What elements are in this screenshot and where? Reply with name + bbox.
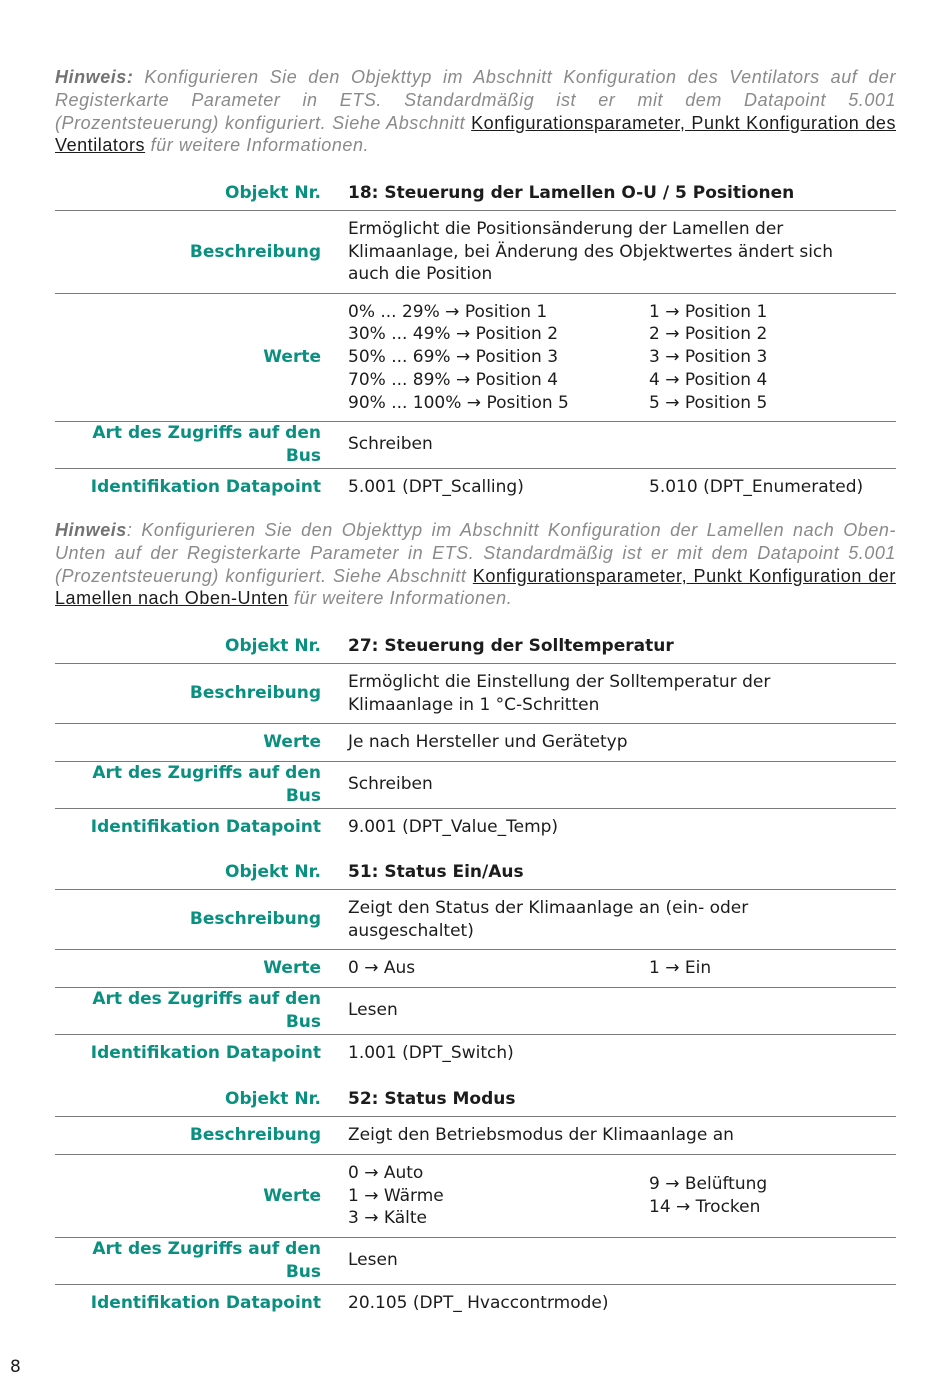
- object-number-label: Objekt Nr.: [225, 862, 321, 883]
- value-line: 1 → Position 1: [649, 301, 768, 322]
- description-label: Beschreibung: [55, 890, 348, 950]
- object-number-label: Objekt Nr.: [225, 1089, 321, 1110]
- value-line: 0 → Auto: [348, 1162, 424, 1183]
- description-line: Klimaanlage in 1 °C-Schritten: [348, 694, 600, 715]
- access-value: Lesen: [348, 988, 896, 1035]
- description-value: [348, 211, 896, 294]
- description-line: Ermöglicht die Einstellung der Solltemperatur der: [348, 671, 771, 692]
- values-percent-column: [348, 294, 649, 422]
- table-row: [55, 1034, 896, 1072]
- object-table-18: [55, 177, 896, 506]
- description-line: Zeigt den Status der Klimaanlage an (ein- oder: [348, 897, 749, 918]
- values-label: Werte: [55, 724, 348, 762]
- note-suffix: für weitere Informationen.: [145, 135, 370, 156]
- value-line: 50% ... 69% → Position 3: [348, 347, 559, 368]
- note-label: Hinweis: [55, 520, 127, 540]
- datapoint-value: 20.105 (DPT_ Hvaccontrmode): [348, 1284, 896, 1322]
- description-value: [348, 664, 896, 724]
- description-value: [348, 890, 896, 950]
- value-line: 5 → Position 5: [649, 392, 768, 413]
- datapoint-label: Identifikation Datapoint: [55, 1284, 348, 1322]
- value-line: 14 → Trocken: [649, 1197, 761, 1217]
- table-row: [55, 422, 896, 469]
- value-line: 0% ... 29% → Position 1: [348, 301, 548, 322]
- table-row: [55, 1238, 896, 1285]
- page-number: 8: [10, 1357, 21, 1377]
- value-line: 30% ... 49% → Position 2: [348, 324, 559, 345]
- table-row: [55, 988, 896, 1035]
- access-label: Art des Zugriffs auf den Bus: [55, 988, 348, 1035]
- object-number-label: Objekt Nr.: [225, 636, 321, 657]
- table-row: [55, 808, 896, 846]
- datapoint-label: Identifikation Datapoint: [55, 468, 348, 506]
- table-row: [55, 724, 896, 762]
- object-title: 18: Steuerung der Lamellen O-U / 5 Positionen: [348, 183, 795, 204]
- table-row: [55, 1284, 896, 1322]
- access-label: Art des Zugriffs auf den Bus: [55, 422, 348, 469]
- table-row: [55, 294, 896, 422]
- table-row: [55, 1117, 896, 1155]
- value-line: 90% ... 100% → Position 5: [348, 392, 569, 413]
- datapoint-value: 1.001 (DPT_Switch): [348, 1034, 896, 1072]
- table-row: [55, 950, 896, 988]
- value-line: 9 → Belüftung: [649, 1174, 768, 1195]
- description-label: Beschreibung: [55, 664, 348, 724]
- note-text: : Konfigurieren Sie den Objekttyp im Abschnitt Konfiguration der Lamellen nach Oben-Unten auf der Registerkarte Parameter in ETS. Standardmäßig ist er mit dem Datapoint 5.001 (Prozentsteuerung) konfiguriert. Siehe Abschnitt: [55, 520, 896, 586]
- description-value: Zeigt den Betriebsmodus der Klimaanlage an: [348, 1117, 896, 1155]
- object-table-27: [55, 630, 896, 846]
- table-row: [55, 890, 896, 950]
- note-text: Konfigurieren Sie den Objekttyp im Abschnitt Konfiguration des Ventilators auf der Registerkarte Parameter in ETS. Standardmäßig ist er mit dem Datapoint 5.001 (Prozentsteuerung) konfiguriert. Siehe Abschnitt: [55, 67, 896, 133]
- note-fan-config: [55, 66, 896, 157]
- values-column-2: 1 → Ein: [649, 950, 896, 988]
- object-title: 52: Status Modus: [348, 1089, 516, 1110]
- note-link[interactable]: Konfigurationsparameter, Punkt Konfiguration des Ventilators: [55, 112, 896, 156]
- access-value: Schreiben: [348, 762, 896, 809]
- access-value: Schreiben: [348, 422, 896, 469]
- table-row: [55, 1155, 896, 1238]
- description-label: Beschreibung: [55, 1117, 348, 1155]
- object-number-label: Objekt Nr.: [225, 183, 321, 204]
- description-line: Klimaanlage, bei Änderung des Objektwertes ändert sich: [348, 241, 834, 262]
- access-label: Art des Zugriffs auf den Bus: [55, 762, 348, 809]
- object-table-51: [55, 856, 896, 1072]
- value-line: 1 → Wärme: [348, 1185, 444, 1206]
- datapoint-value: 5.001 (DPT_Scalling): [348, 468, 649, 506]
- value-line: 70% ... 89% → Position 4: [348, 369, 559, 390]
- note-suffix: für weitere Informationen.: [288, 588, 513, 609]
- values-label: Werte: [55, 950, 348, 988]
- datapoint-label: Identifikation Datapoint: [55, 808, 348, 846]
- value-line: 4 → Position 4: [649, 369, 768, 390]
- values-label: Werte: [55, 1155, 348, 1238]
- description-line: Ermöglicht die Positionsänderung der Lamellen der: [348, 218, 784, 239]
- object-table-52: [55, 1083, 896, 1322]
- table-row: [55, 211, 896, 294]
- values-label: Werte: [55, 294, 348, 422]
- access-value: Lesen: [348, 1238, 896, 1285]
- values-column-1: [348, 1155, 649, 1238]
- note-label: Hinweis:: [55, 67, 134, 87]
- note-louver-config: [55, 519, 896, 610]
- table-row: [55, 762, 896, 809]
- datapoint-value-alt: 5.010 (DPT_Enumerated): [649, 468, 896, 506]
- description-label: Beschreibung: [55, 211, 348, 294]
- object-title: 51: Status Ein/Aus: [348, 862, 524, 883]
- values-value: Je nach Hersteller und Gerätetyp: [348, 724, 896, 762]
- object-title: 27: Steuerung der Solltemperatur: [348, 636, 674, 657]
- note-link[interactable]: Konfigurationsparameter, Punkt Konfiguration der Lamellen nach Oben-Unten: [55, 565, 896, 609]
- datapoint-value: 9.001 (DPT_Value_Temp): [348, 808, 896, 846]
- values-column-1: 0 → Aus: [348, 950, 649, 988]
- table-row: [55, 177, 896, 211]
- description-line: ausgeschaltet): [348, 920, 474, 941]
- values-column-2: [649, 1155, 896, 1238]
- value-line: 2 → Position 2: [649, 324, 768, 345]
- description-line: auch die Position: [348, 264, 493, 285]
- values-enumerated-column: [649, 294, 896, 422]
- datapoint-label: Identifikation Datapoint: [55, 1034, 348, 1072]
- table-row: [55, 630, 896, 664]
- table-row: [55, 468, 896, 506]
- table-row: [55, 856, 896, 890]
- value-line: 3 → Kälte: [348, 1208, 427, 1229]
- table-row: [55, 1083, 896, 1117]
- access-label: Art des Zugriffs auf den Bus: [55, 1238, 348, 1285]
- table-row: [55, 664, 896, 724]
- value-line: 3 → Position 3: [649, 347, 768, 368]
